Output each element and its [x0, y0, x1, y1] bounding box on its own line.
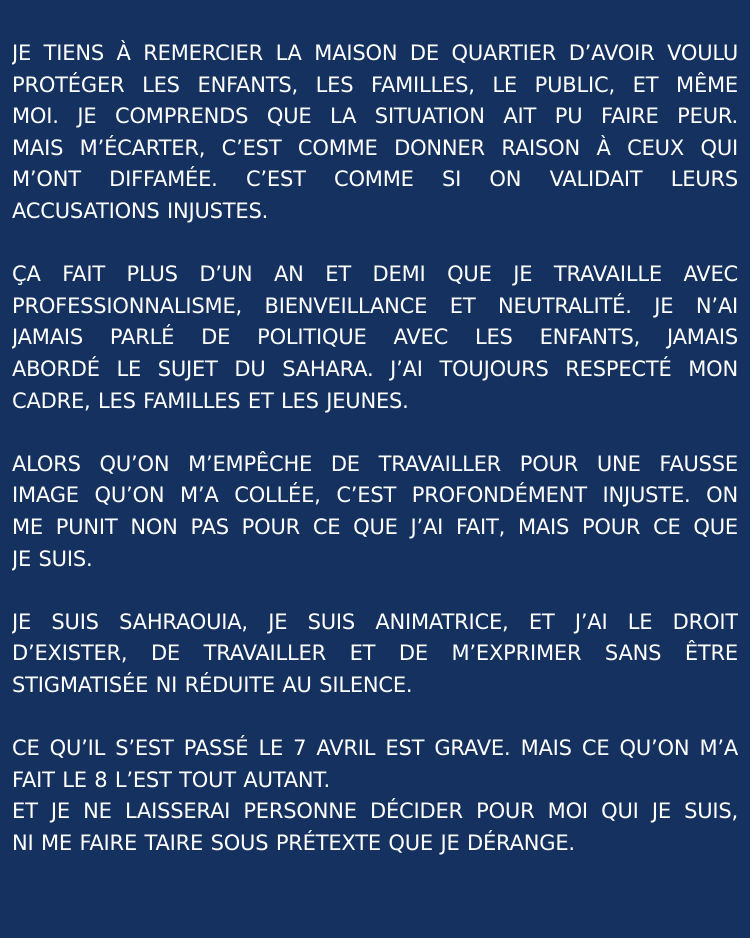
text-line: JE SUIS.: [12, 546, 93, 571]
text-line: ET JE NE LAISSERAI PERSONNE DÉCIDER POUR MOI QUI JE SUIS,: [12, 799, 738, 824]
text-line: D’EXISTER, DE TRAVAILLER ET DE M’EXPRIMER SANS ÊTRE: [12, 641, 738, 666]
text-line: NI ME FAIRE TAIRE SOUS PRÉTEXTE QUE JE DÉRANGE.: [12, 830, 575, 855]
paragraph-thanks: [12, 38, 738, 228]
text-line: JAMAIS PARLÉ DE POLITIQUE AVEC LES ENFANTS, JAMAIS: [12, 325, 738, 350]
text-line: ÇA FAIT PLUS D’UN AN ET DEMI QUE JE TRAVAILLE AVEC: [12, 262, 738, 287]
text-line: PROTÉGER LES ENFANTS, LES FAMILLES, LE PUBLIC, ET MÊME: [12, 72, 738, 97]
text-line: PROFESSIONNALISME, BIENVEILLANCE ET NEUTRALITÉ. JE N’AI: [12, 293, 738, 318]
text-line: M’ONT DIFFAMÉE. C’EST COMME SI ON VALIDAIT LEURS: [12, 167, 738, 192]
text-line: ALORS QU’ON M’EMPÊCHE DE TRAVAILLER POUR UNE FAUSSE: [12, 451, 738, 476]
text-line: MAIS M’ÉCARTER, C’EST COMME DONNER RAISON À CEUX QUI: [12, 135, 738, 160]
text-line: ABORDÉ LE SUJET DU SAHARA. J’AI TOUJOURS RESPECTÉ MON: [12, 356, 738, 381]
text-line: CADRE, LES FAMILLES ET LES JEUNES.: [12, 388, 409, 413]
text-line: FAIT LE 8 L’EST TOUT AUTANT.: [12, 767, 331, 792]
text-line: IMAGE QU’ON M’A COLLÉE, C’EST PROFONDÉMENT INJUSTE. ON: [12, 483, 738, 508]
text-line: JE TIENS À REMERCIER LA MAISON DE QUARTIER D’AVOIR VOULU: [12, 41, 738, 65]
text-line: ME PUNIT NON PAS POUR CE QUE J’AI FAIT, MAIS POUR CE QUE: [12, 514, 738, 539]
paragraph-experience: [12, 259, 738, 417]
text-line: MOI. JE COMPRENDS QUE LA SITUATION AIT PU FAIRE PEUR.: [12, 104, 738, 129]
paragraph-conclusion: [12, 733, 738, 859]
paragraph-injustice: [12, 449, 738, 575]
paragraph-identity: [12, 607, 738, 702]
text-line: CE QU’IL S’EST PASSÉ LE 7 AVRIL EST GRAVE. MAIS CE QU’ON M’A: [12, 736, 738, 761]
text-line: JE SUIS SAHRAOUIA, JE SUIS ANIMATRICE, ET J’AI LE DROIT: [12, 609, 738, 634]
text-line: STIGMATISÉE NI RÉDUITE AU SILENCE.: [12, 672, 413, 697]
text-line: ACCUSATIONS INJUSTES.: [12, 198, 269, 223]
